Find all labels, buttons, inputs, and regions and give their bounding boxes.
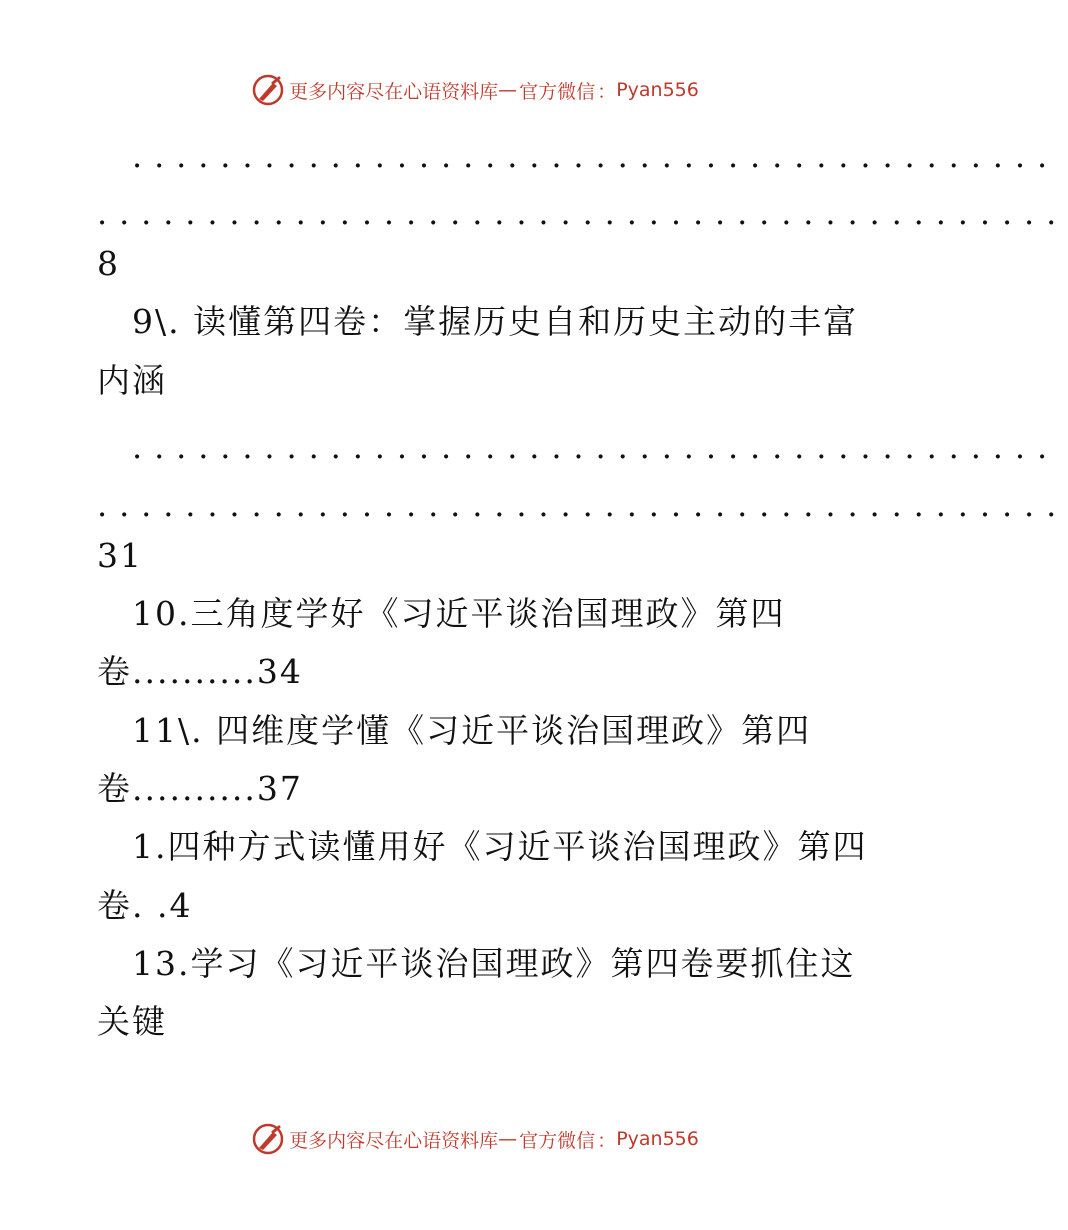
- footer-colon: ：: [597, 1129, 617, 1152]
- footer-wechat-id: Pyan556: [616, 1128, 699, 1150]
- toc-page-number: 8: [97, 244, 120, 283]
- header-wechat-id: Pyan556: [616, 79, 699, 101]
- pen-logo-icon: [251, 73, 285, 107]
- toc-item-9-cont: 内涵: [97, 361, 167, 400]
- footer-logo-text: 更多内容尽在心语资料库: [289, 1129, 499, 1152]
- toc-item-11: 11\. 四维度学懂《习近平谈治国理政》第四: [132, 711, 812, 750]
- toc-item-9: 9\. 读懂第四卷：掌握历史自和历史主动的丰富: [132, 302, 859, 341]
- header-watermark: [0, 73, 950, 107]
- toc-item-12: 1.四种方式读懂用好《习近平谈治国理政》第四: [132, 827, 868, 866]
- toc-dots-row: ............................................: [97, 486, 1068, 524]
- toc-item-12-cont: 卷. .4: [97, 886, 193, 925]
- header-colon: ：: [597, 80, 617, 103]
- toc-dots-row: ..........................................: [132, 137, 1060, 175]
- footer-wechat-label: 官方微信: [519, 1129, 596, 1152]
- toc-dots-row: ............................................: [97, 194, 1068, 232]
- toc-dots-row: ..........................................: [132, 428, 1060, 466]
- header-separator: —: [498, 79, 518, 101]
- toc-item-11-cont: 卷..........37: [97, 769, 303, 808]
- pen-logo-icon: [251, 1122, 285, 1156]
- toc-page-number: 31: [97, 536, 143, 575]
- toc-item-13: 13.学习《习近平谈治国理政》第四卷要抓住这: [132, 944, 856, 983]
- header-wechat-label: 官方微信: [519, 80, 596, 103]
- toc-item-13-cont: 关键: [97, 1002, 167, 1041]
- toc-item-10-cont: 卷..........34: [97, 652, 303, 691]
- footer-separator: —: [498, 1128, 518, 1150]
- toc-item-10: 10.三角度学好《习近平谈治国理政》第四: [132, 594, 786, 633]
- header-logo-text: 更多内容尽在心语资料库: [289, 80, 499, 103]
- footer-watermark: [0, 1122, 950, 1156]
